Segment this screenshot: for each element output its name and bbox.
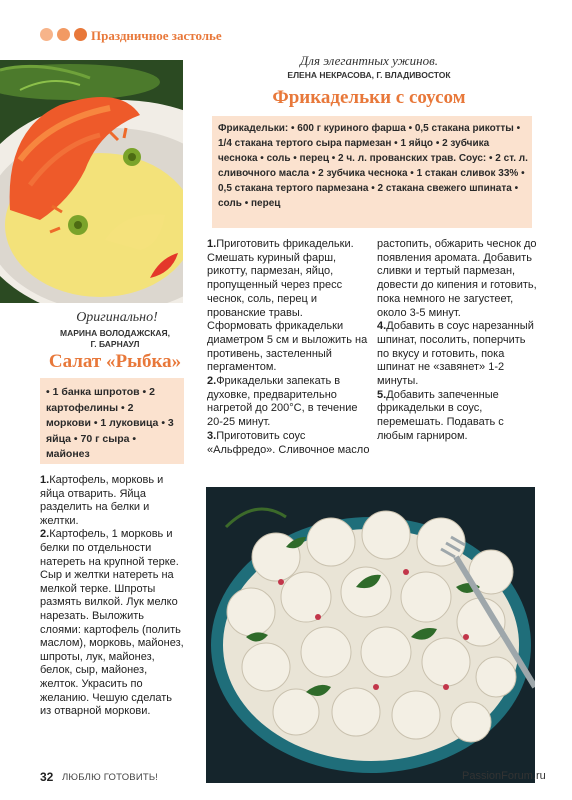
recipe-right-step [207, 430, 371, 457]
recipe-right-steps-col1 [207, 238, 371, 457]
recipe-right-ingredients-box [212, 116, 532, 228]
recipe-left-author-name: МАРИНА ВОЛОДАЖСКАЯ, [59, 328, 171, 338]
step-number: 2. [40, 528, 50, 541]
step-text: растопить, обжарить чеснок до появления аромата. Добавить сливки и тертый пармезан, довести до кипения и готовить, пока немного не загустеет, около 3-5 минут. [377, 238, 537, 319]
recipe-right-step [377, 238, 537, 320]
step-number: 3. [207, 429, 217, 442]
recipe-right-step [207, 375, 371, 430]
page-number: 32 [40, 770, 54, 784]
recipe-left-step [40, 528, 184, 718]
section-dot-3 [74, 28, 87, 41]
salad-fish-photo [0, 60, 183, 303]
recipe-left-ingredients-box [40, 378, 184, 464]
recipe-left-author-city: Г. БАРНАУЛ [90, 339, 140, 349]
recipe-right-author: ЕЛЕНА НЕКРАСОВА, Г. ВЛАДИВОСТОК [287, 70, 451, 80]
recipe-right-ingredients: Фрикадельки: • 600 г куриного фарша • 0,5 стакана рикотты • 1/4 стакана тертого сыра пармезан • 1 яйцо • 2 зубчика чеснока • соль • перец • 2 ч. л. прованских трав. Соус: • 2 ст. л. сливочного масла • 2 зубчика чеснока • 1 стакан сливок 33% • 0,5 стакана тертого пармезана • 2 стакана свежего шпината • соль • перец [218, 123, 528, 209]
section-dot-1 [40, 28, 53, 41]
step-number: 5. [377, 388, 387, 401]
step-number: 1. [40, 474, 50, 486]
step-number: 2. [207, 375, 217, 388]
step-text: Картофель, морковь и яйца отварить. Яйца разделить на белки и желтки. [40, 474, 164, 527]
recipe-left-title: Салат «Рыбка» [48, 351, 182, 372]
recipe-left-caption: Оригинально! [76, 310, 158, 325]
step-text: Приготовить фрикадельки. Смешать куриный фарш, рикотту, пармезан, яйцо, пропущенный через пресс чеснок, соль, перец и прованские травы. Сформовать фрикадельки диаметром 5 см и выложить на противень, застеленный пергаментом. [207, 238, 368, 374]
recipe-right-title: Фрикадельки с соусом [272, 87, 466, 108]
watermark-site: PassionForum.ru [462, 770, 546, 782]
recipe-left-step [40, 474, 184, 528]
step-text: Картофель, 1 морковь и белки по отдельности натереть на крупной терке. Сыр и желтки натереть на мелкой терке. Шпроты размять вилкой. Лук мелко нарезать. Выложить слоями: картофель (полить маслом), морковь, майонез, шпроты, лук, майонез, белок, сыр, майонез, желток. Украсить по желанию. Чешую сделать из отварной моркови. [40, 528, 184, 718]
recipe-right-step [377, 320, 537, 389]
recipe-left-steps [40, 474, 184, 719]
step-text: Добавить в соус нарезанный шпинат, посолить, поперчить по вкусу и готовить, пока шпинат не «завянет» 1-2 минуты. [377, 320, 534, 388]
step-text: Приготовить соус «Альфредо». Сливочное масло [207, 429, 370, 456]
magazine-name: ЛЮБЛЮ ГОТОВИТЬ! [62, 772, 159, 783]
section-dot-2 [57, 28, 70, 41]
step-number: 1. [207, 238, 217, 250]
recipe-left-ingredients: • 1 банка шпротов • 2 картофелины • 2 моркови • 1 луковица • 3 яйца • 70 г сыра • майонез [46, 386, 174, 460]
step-text: Добавить запеченные фрикадельки в соус, перемешать. Подавать с любым гарниром. [377, 388, 504, 442]
step-text: Фрикадельки запекать в духовке, предварительно нагретой до 200°С, в течение 20-25 минут. [207, 375, 358, 429]
recipe-right-steps-col2 [377, 238, 537, 444]
section-dots [40, 28, 87, 41]
recipe-left-author [45, 328, 185, 350]
recipe-right-subtitle: Для элегантных ужинов. [300, 53, 438, 68]
recipe-right-step [377, 389, 537, 444]
section-title: Праздничное застолье [91, 28, 222, 43]
step-number: 4. [377, 320, 387, 333]
meatballs-photo [206, 487, 535, 783]
recipe-right-step [207, 238, 371, 375]
